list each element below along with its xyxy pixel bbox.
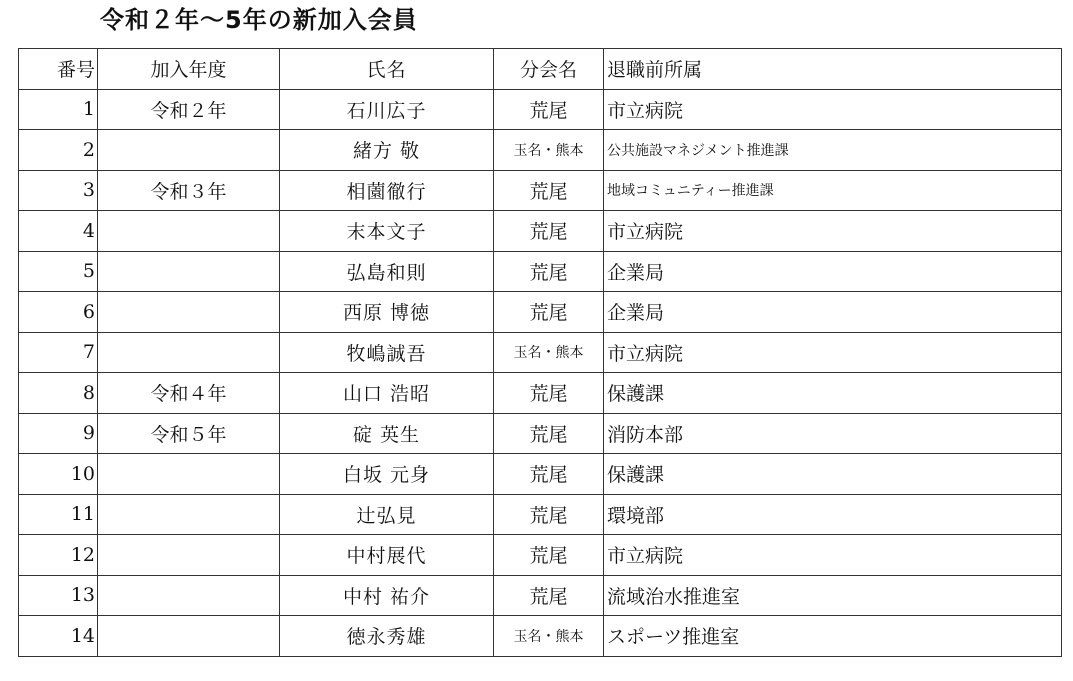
cell-no: 6 (19, 292, 98, 333)
cell-branch: 荒尾 (494, 89, 604, 130)
cell-no: 11 (19, 494, 98, 535)
page-title: 令和２年～5年の新加入会員 (100, 6, 418, 34)
cell-year (98, 575, 280, 616)
cell-branch: 荒尾 (494, 494, 604, 535)
cell-name: 西原 博徳 (280, 292, 494, 333)
cell-branch: 玉名・熊本 (494, 332, 604, 373)
cell-branch: 荒尾 (494, 535, 604, 576)
table-row (19, 413, 1062, 454)
table-row (19, 494, 1062, 535)
members-table (18, 48, 1062, 657)
cell-branch: 玉名・熊本 (494, 130, 604, 171)
cell-dept: 消防本部 (604, 413, 1062, 454)
cell-dept: 公共施設マネジメント推進課 (604, 130, 1062, 171)
cell-no: 1 (19, 89, 98, 130)
table-row (19, 292, 1062, 333)
cell-year (98, 494, 280, 535)
cell-no: 7 (19, 332, 98, 373)
cell-year (98, 332, 280, 373)
table-row (19, 89, 1062, 130)
cell-year (98, 616, 280, 657)
cell-no: 4 (19, 211, 98, 252)
header-dept: 退職前所属 (604, 49, 1062, 90)
cell-dept: 市立病院 (604, 211, 1062, 252)
cell-no: 14 (19, 616, 98, 657)
cell-no: 13 (19, 575, 98, 616)
cell-dept: スポーツ推進室 (604, 616, 1062, 657)
cell-year (98, 535, 280, 576)
table-header-row (19, 49, 1062, 90)
table-row (19, 211, 1062, 252)
cell-branch: 荒尾 (494, 170, 604, 211)
cell-name: 白坂 元身 (280, 454, 494, 495)
cell-branch: 荒尾 (494, 292, 604, 333)
cell-year (98, 292, 280, 333)
cell-year (98, 251, 280, 292)
cell-name: 中村 祐介 (280, 575, 494, 616)
cell-branch: 荒尾 (494, 251, 604, 292)
cell-dept: 保護課 (604, 373, 1062, 414)
cell-name: 辻弘見 (280, 494, 494, 535)
cell-name: 緒方 敬 (280, 130, 494, 171)
cell-branch: 玉名・熊本 (494, 616, 604, 657)
cell-year (98, 130, 280, 171)
cell-branch: 荒尾 (494, 211, 604, 252)
cell-dept: 保護課 (604, 454, 1062, 495)
cell-name: 碇 英生 (280, 413, 494, 454)
cell-year: 令和２年 (98, 89, 280, 130)
cell-branch: 荒尾 (494, 575, 604, 616)
cell-year (98, 454, 280, 495)
table-row (19, 130, 1062, 171)
header-year: 加入年度 (98, 49, 280, 90)
cell-dept: 企業局 (604, 292, 1062, 333)
cell-name: 山口 浩昭 (280, 373, 494, 414)
cell-dept: 地域コミュニティー推進課 (604, 170, 1062, 211)
cell-name: 徳永秀雄 (280, 616, 494, 657)
cell-no: 2 (19, 130, 98, 171)
cell-dept: 環境部 (604, 494, 1062, 535)
table-row (19, 332, 1062, 373)
table-row (19, 454, 1062, 495)
header-branch: 分会名 (494, 49, 604, 90)
cell-name: 相薗徹行 (280, 170, 494, 211)
table-row (19, 575, 1062, 616)
cell-no: 3 (19, 170, 98, 211)
header-no: 番号 (19, 49, 98, 90)
cell-no: 9 (19, 413, 98, 454)
cell-branch: 荒尾 (494, 373, 604, 414)
cell-name: 中村展代 (280, 535, 494, 576)
cell-year: 令和３年 (98, 170, 280, 211)
cell-no: 10 (19, 454, 98, 495)
cell-no: 8 (19, 373, 98, 414)
cell-year (98, 211, 280, 252)
table-row (19, 170, 1062, 211)
cell-dept: 市立病院 (604, 332, 1062, 373)
cell-year: 令和４年 (98, 373, 280, 414)
cell-year: 令和５年 (98, 413, 280, 454)
cell-name: 牧嶋誠吾 (280, 332, 494, 373)
table-row (19, 373, 1062, 414)
cell-dept: 流域治水推進室 (604, 575, 1062, 616)
cell-name: 末本文子 (280, 211, 494, 252)
cell-dept: 企業局 (604, 251, 1062, 292)
cell-dept: 市立病院 (604, 89, 1062, 130)
cell-no: 5 (19, 251, 98, 292)
table-row (19, 251, 1062, 292)
cell-dept: 市立病院 (604, 535, 1062, 576)
cell-branch: 荒尾 (494, 413, 604, 454)
table-row (19, 616, 1062, 657)
cell-name: 弘島和則 (280, 251, 494, 292)
cell-branch: 荒尾 (494, 454, 604, 495)
cell-no: 12 (19, 535, 98, 576)
header-name: 氏名 (280, 49, 494, 90)
table-row (19, 535, 1062, 576)
cell-name: 石川広子 (280, 89, 494, 130)
